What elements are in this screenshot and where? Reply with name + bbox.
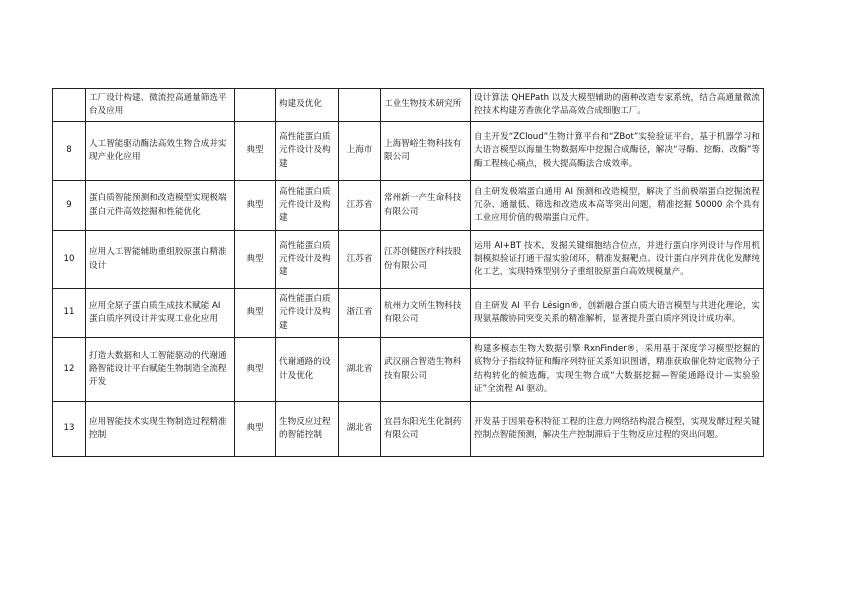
direction-cell: 生物反应过程的智能控制	[276, 402, 339, 457]
case-name-cell: 蛋白质智能预测和改造模型实现极端蛋白元件高效挖掘和性能优化	[86, 181, 235, 231]
case-type-cell: 典型	[235, 402, 276, 457]
province-cell: 湖北省	[339, 402, 381, 457]
case-type-cell	[235, 89, 276, 122]
case-type-cell: 典型	[235, 231, 276, 289]
province-cell: 湖北省	[339, 338, 381, 402]
organization-cell: 杭州力文所生物科技有限公司	[381, 289, 471, 338]
description-cell: 自主开发“ZCloud”生物计算平台和“ZBot”实验验证平台，基于机器学习和大语言模型以海量生物数据库中挖掘合成酶径，解决“寻酶、挖酶、改酶”等酶工程核心痛点，极大提高酶法合成效率。	[471, 122, 764, 181]
organization-cell: 宜昌东阳光生化制药有限公司	[381, 402, 471, 457]
table-row	[53, 181, 764, 231]
case-name-cell: 打造大数据和人工智能驱动的代谢通路智能设计平台赋能生物制造全流程开发	[86, 338, 235, 402]
table-row	[53, 338, 764, 402]
table-row	[53, 122, 764, 181]
description-cell: 自主研发 AI 平台 Lésign®，创新融合蛋白质大语言模型与共进化理论，实现氨基酸协同突变关系的精准解析，显著提升蛋白质序列设计成功率。	[471, 289, 764, 338]
organization-cell: 上海智峪生物科技有限公司	[381, 122, 471, 181]
case-name-cell: 应用智能技术实现生物制造过程精准控制	[86, 402, 235, 457]
organization-cell: 江苏创健医疗科技股份有限公司	[381, 231, 471, 289]
description-cell: 运用 AI+BT 技术，发掘关键细胞结合位点，并进行蛋白序列设计与作用机制模拟验证打通干湿实验闭环，精准发掘靶点、设计蛋白序列并优化发酵纯化工艺，实现特殊型别分子重组胶原蛋白高效规模量产。	[471, 231, 764, 289]
case-type-cell: 典型	[235, 289, 276, 338]
direction-cell: 代谢通路的设计及优化	[276, 338, 339, 402]
case-name-cell: 应用人工智能辅助重组胶原蛋白精准设计	[86, 231, 235, 289]
description-cell: 设计算法 QHEPath 以及大模型辅助的菌种改造专家系统，结合高通量微流控技术构建芳香族化学品高效合成细胞工厂。	[471, 89, 764, 122]
case-type-cell: 典型	[235, 122, 276, 181]
row-number-cell: 9	[53, 181, 86, 231]
description-cell: 开发基于因果卷积特征工程的注意力网络结构混合模型，实现发酵过程关键控制点智能预测，解决生产控制滞后于生物反应过程的突出问题。	[471, 402, 764, 457]
province-cell: 江苏省	[339, 231, 381, 289]
province-cell	[339, 89, 381, 122]
table-row	[53, 231, 764, 289]
province-cell: 浙江省	[339, 289, 381, 338]
organization-cell: 工业生物技术研究所	[381, 89, 471, 122]
case-name-cell: 工厂设计构建、微流控高通量筛选平台及应用	[86, 89, 235, 122]
province-cell: 江苏省	[339, 181, 381, 231]
row-number-cell	[53, 89, 86, 122]
province-cell: 上海市	[339, 122, 381, 181]
table-row	[53, 402, 764, 457]
row-number-cell: 10	[53, 231, 86, 289]
table-row	[53, 89, 764, 122]
row-number-cell: 11	[53, 289, 86, 338]
case-name-cell: 应用全原子蛋白质生成技术赋能 AI 蛋白质序列设计并实现工业化应用	[86, 289, 235, 338]
direction-cell: 高性能蛋白质元件设计及构建	[276, 231, 339, 289]
case-list-table	[52, 88, 764, 457]
description-cell: 构建多模态生物大数据引擎 RxnFinder®，采用基于深度学习模型挖掘的底物分子指纹特征和酶序列特征关系知识图谱，精准获取催化特定底物分子结构转化的候选酶，实现生物合成“大数据挖掘—智能通路设计—实验验证”全流程 AI 驱动。	[471, 338, 764, 402]
row-number-cell: 12	[53, 338, 86, 402]
direction-cell: 高性能蛋白质元件设计及构建	[276, 181, 339, 231]
organization-cell: 武汉丽合智造生物科技有限公司	[381, 338, 471, 402]
organization-cell: 常州新一产生命科技有限公司	[381, 181, 471, 231]
row-number-cell: 8	[53, 122, 86, 181]
direction-cell: 构建及优化	[276, 89, 339, 122]
direction-cell: 高性能蛋白质元件设计及构建	[276, 289, 339, 338]
table-row	[53, 289, 764, 338]
description-cell: 自主研发极端蛋白通用 AI 预测和改造模型，解决了当前极端蛋白挖掘流程冗杂、通量低、筛选和改造成本高等突出问题，精准挖掘 50000 余个具有工业应用价值的极端蛋白元件。	[471, 181, 764, 231]
case-name-cell: 人工智能驱动酶法高效生物合成并实现产业化应用	[86, 122, 235, 181]
case-type-cell: 典型	[235, 338, 276, 402]
case-type-cell: 典型	[235, 181, 276, 231]
direction-cell: 高性能蛋白质元件设计及构建	[276, 122, 339, 181]
row-number-cell: 13	[53, 402, 86, 457]
